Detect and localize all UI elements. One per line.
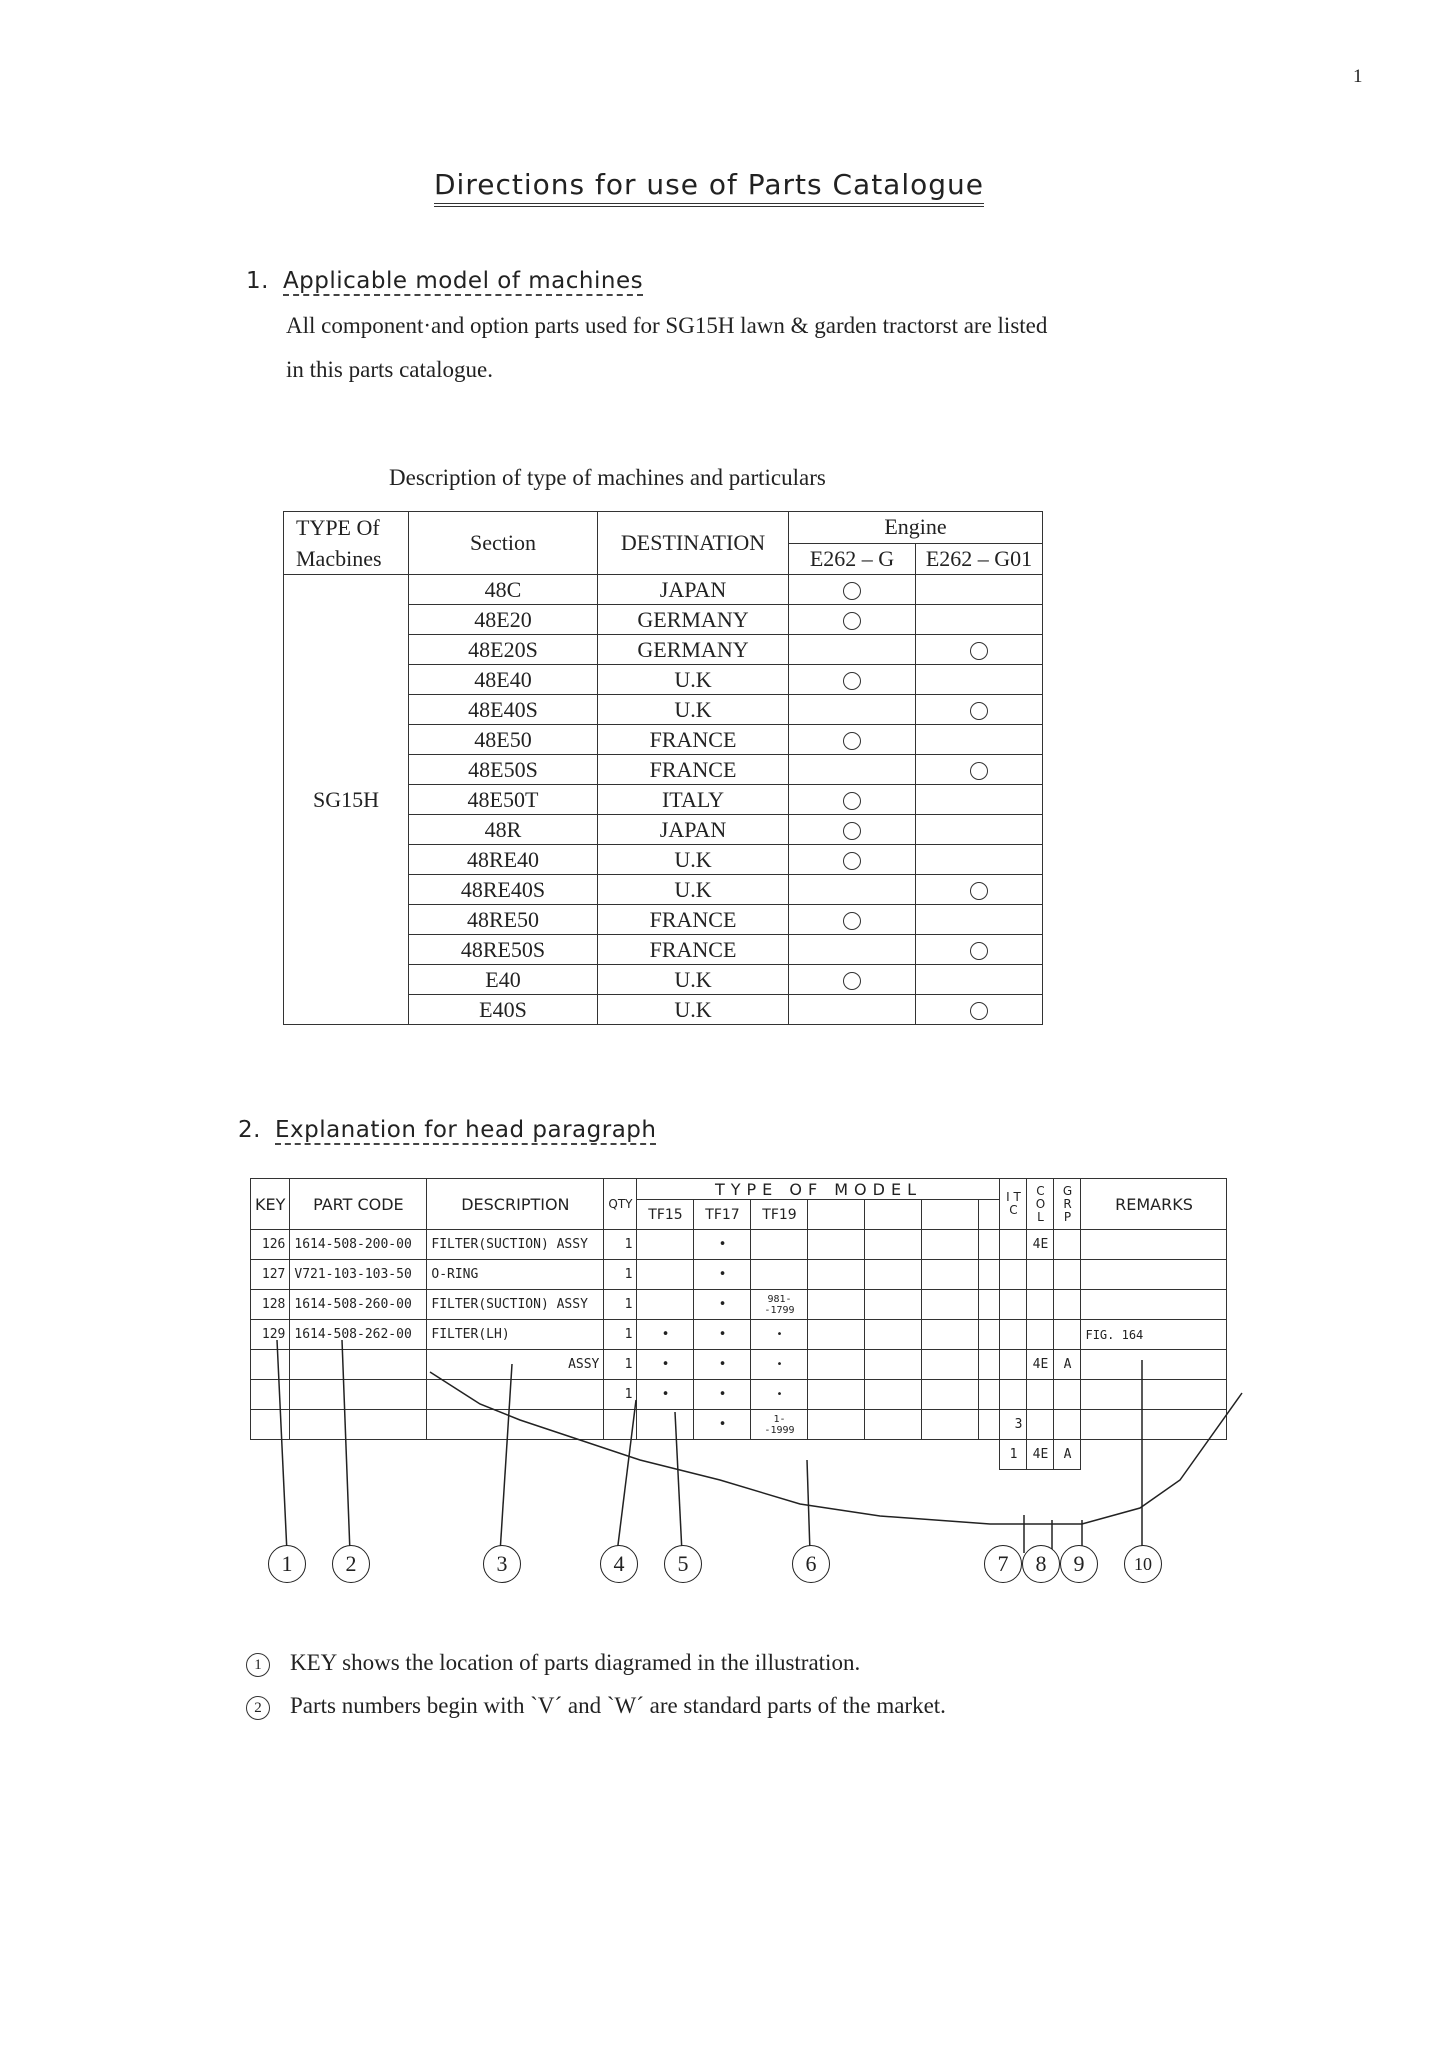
spec-section: 48RE40S bbox=[409, 875, 598, 905]
spec-caption: Description of type of machines and particulars bbox=[389, 465, 826, 490]
head-cell-tf17: • bbox=[694, 1410, 751, 1440]
note-2 bbox=[246, 1693, 946, 1720]
callout-6: 6 bbox=[792, 1545, 830, 1583]
head-cell-qty: 1 bbox=[604, 1260, 637, 1290]
head-cell-qty: 1 bbox=[604, 1350, 637, 1380]
spec-section: 48RE50S bbox=[409, 935, 598, 965]
spec-section: 48E50 bbox=[409, 725, 598, 755]
head-cell-tf17: • bbox=[694, 1380, 751, 1410]
section1-line2: in this parts catalogue. bbox=[286, 357, 493, 382]
spec-section: 48E50S bbox=[409, 755, 598, 785]
callout-1: 1 bbox=[268, 1545, 306, 1583]
head-header-grp: G R P bbox=[1054, 1179, 1081, 1230]
head-cell-tf19: 981- -1799 bbox=[751, 1290, 808, 1320]
head-tail-itc: 1 bbox=[1000, 1440, 1027, 1470]
head-cell-desc: FILTER(LH) bbox=[427, 1320, 604, 1350]
head-header-tf19: TF19 bbox=[751, 1200, 808, 1230]
section2-title: Explanation for head paragraph bbox=[274, 1117, 657, 1143]
callout-7: 7 bbox=[984, 1545, 1022, 1583]
spec-section: 48RE40 bbox=[409, 845, 598, 875]
head-cell-qty: 1 bbox=[604, 1230, 637, 1260]
spec-section: 48RE50 bbox=[409, 905, 598, 935]
callout-9: 9 bbox=[1060, 1545, 1098, 1583]
head-cell-tf15: • bbox=[637, 1320, 694, 1350]
callout-5: 5 bbox=[664, 1545, 702, 1583]
note-1 bbox=[246, 1650, 860, 1677]
spec-destination: FRANCE bbox=[598, 725, 789, 755]
note-1-text: KEY shows the location of parts diagramed in the illustration. bbox=[290, 1650, 861, 1675]
head-tail-grp: A bbox=[1054, 1440, 1081, 1470]
head-cell-part: V721-103-103-50 bbox=[290, 1260, 427, 1290]
head-cell-qty: 1 bbox=[604, 1320, 637, 1350]
head-cell-itc: 3 bbox=[1000, 1410, 1027, 1440]
head-header-type-of-model: TYPE OF MODEL bbox=[637, 1179, 1000, 1200]
head-cell-rem: FIG. 164 bbox=[1081, 1320, 1227, 1350]
head-cell-desc: O-RING bbox=[427, 1260, 604, 1290]
callout-10: 10 bbox=[1124, 1545, 1162, 1583]
callout-4: 4 bbox=[600, 1545, 638, 1583]
head-cell-key: 127 bbox=[251, 1260, 290, 1290]
head-cell-key: 128 bbox=[251, 1290, 290, 1320]
head-header-key: KEY bbox=[251, 1179, 290, 1230]
spec-header-type-line1: TYPE Of bbox=[296, 515, 380, 540]
head-cell-desc: FILTER(SUCTION) ASSY bbox=[427, 1230, 604, 1260]
spec-destination: ITALY bbox=[598, 785, 789, 815]
spec-header-type-line2: Macbines bbox=[296, 546, 382, 571]
callout-3: 3 bbox=[483, 1545, 521, 1583]
spec-header-engine: Engine bbox=[789, 512, 1043, 544]
head-cell-col: 4E bbox=[1027, 1350, 1054, 1380]
section2-number: 2. bbox=[238, 1117, 261, 1143]
spec-header-section: Section bbox=[409, 512, 598, 575]
spec-section: 48E40 bbox=[409, 665, 598, 695]
spec-destination: U.K bbox=[598, 845, 789, 875]
head-cell-desc: ASSY bbox=[427, 1350, 604, 1380]
spec-header-destination: DESTINATION bbox=[598, 512, 789, 575]
spec-section: 48E40S bbox=[409, 695, 598, 725]
head-cell-tf17: • bbox=[694, 1320, 751, 1350]
note-2-number: 2 bbox=[246, 1696, 270, 1720]
head-cell-key: 129 bbox=[251, 1320, 290, 1350]
head-tail-col: 4E bbox=[1027, 1440, 1054, 1470]
section1-number: 1. bbox=[246, 268, 269, 294]
spec-destination: GERMANY bbox=[598, 635, 789, 665]
spec-model: SG15H bbox=[284, 575, 409, 1025]
note-1-number: 1 bbox=[246, 1653, 270, 1677]
head-cell-tf17: • bbox=[694, 1260, 751, 1290]
spec-section: E40S bbox=[409, 995, 598, 1025]
head-cell-tf19: • bbox=[751, 1320, 808, 1350]
spec-destination: GERMANY bbox=[598, 605, 789, 635]
head-cell-tf17: • bbox=[694, 1230, 751, 1260]
callout-2: 2 bbox=[332, 1545, 370, 1583]
head-cell-tf17: • bbox=[694, 1350, 751, 1380]
spec-destination: JAPAN bbox=[598, 575, 789, 605]
head-cell-desc: FILTER(SUCTION) ASSY bbox=[427, 1290, 604, 1320]
spec-destination: JAPAN bbox=[598, 815, 789, 845]
spec-destination: U.K bbox=[598, 695, 789, 725]
spec-destination: FRANCE bbox=[598, 905, 789, 935]
head-cell-tf19: 1- -1999 bbox=[751, 1410, 808, 1440]
spec-destination: FRANCE bbox=[598, 935, 789, 965]
head-cell-grp: A bbox=[1054, 1350, 1081, 1380]
head-cell-qty: 1 bbox=[604, 1380, 637, 1410]
head-cell-key: 126 bbox=[251, 1230, 290, 1260]
note-2-text: Parts numbers begin with ˋVˊ and ˋWˊ are standard parts of the market. bbox=[290, 1693, 946, 1718]
page-number: 1 bbox=[1353, 66, 1363, 87]
callout-8: 8 bbox=[1022, 1545, 1060, 1583]
head-cell-tf17: • bbox=[694, 1290, 751, 1320]
head-cell-tf15: • bbox=[637, 1380, 694, 1410]
page-title: Directions for use of Parts Catalogue bbox=[434, 168, 984, 207]
spec-section: 48R bbox=[409, 815, 598, 845]
head-header-itc: I T C bbox=[1000, 1179, 1027, 1230]
head-header-description: DESCRIPTION bbox=[427, 1179, 604, 1230]
head-cell-part: 1614-508-262-00 bbox=[290, 1320, 427, 1350]
spec-section: E40 bbox=[409, 965, 598, 995]
spec-section: 48E20 bbox=[409, 605, 598, 635]
head-cell-part: 1614-508-260-00 bbox=[290, 1290, 427, 1320]
head-header-tf15: TF15 bbox=[637, 1200, 694, 1230]
head-header-col: C O L bbox=[1027, 1179, 1054, 1230]
spec-header-e262-g01: E262 – G01 bbox=[916, 543, 1043, 575]
head-header-qty: QTY bbox=[604, 1179, 637, 1230]
head-cell-tf15: • bbox=[637, 1350, 694, 1380]
head-cell-qty: 1 bbox=[604, 1290, 637, 1320]
head-header-tf17: TF17 bbox=[694, 1200, 751, 1230]
head-cell-col: 4E bbox=[1027, 1230, 1054, 1260]
spec-destination: FRANCE bbox=[598, 755, 789, 785]
spec-destination: U.K bbox=[598, 995, 789, 1025]
spec-header-e262-g: E262 – G bbox=[789, 543, 916, 575]
head-cell-tf19: • bbox=[751, 1350, 808, 1380]
section1-title: Applicable model of machines bbox=[282, 268, 644, 294]
spec-destination: U.K bbox=[598, 965, 789, 995]
head-cell-part: 1614-508-200-00 bbox=[290, 1230, 427, 1260]
spec-section: 48E50T bbox=[409, 785, 598, 815]
head-cell-tf19: • bbox=[751, 1380, 808, 1410]
spec-section: 48C bbox=[409, 575, 598, 605]
spec-destination: U.K bbox=[598, 875, 789, 905]
head-header-part-code: PART CODE bbox=[290, 1179, 427, 1230]
spec-section: 48E20S bbox=[409, 635, 598, 665]
spec-destination: U.K bbox=[598, 665, 789, 695]
head-header-remarks: REMARKS bbox=[1081, 1179, 1227, 1230]
section1-line1: All component·and option parts used for SG15H lawn & garden tractorst are listed bbox=[286, 313, 1048, 338]
